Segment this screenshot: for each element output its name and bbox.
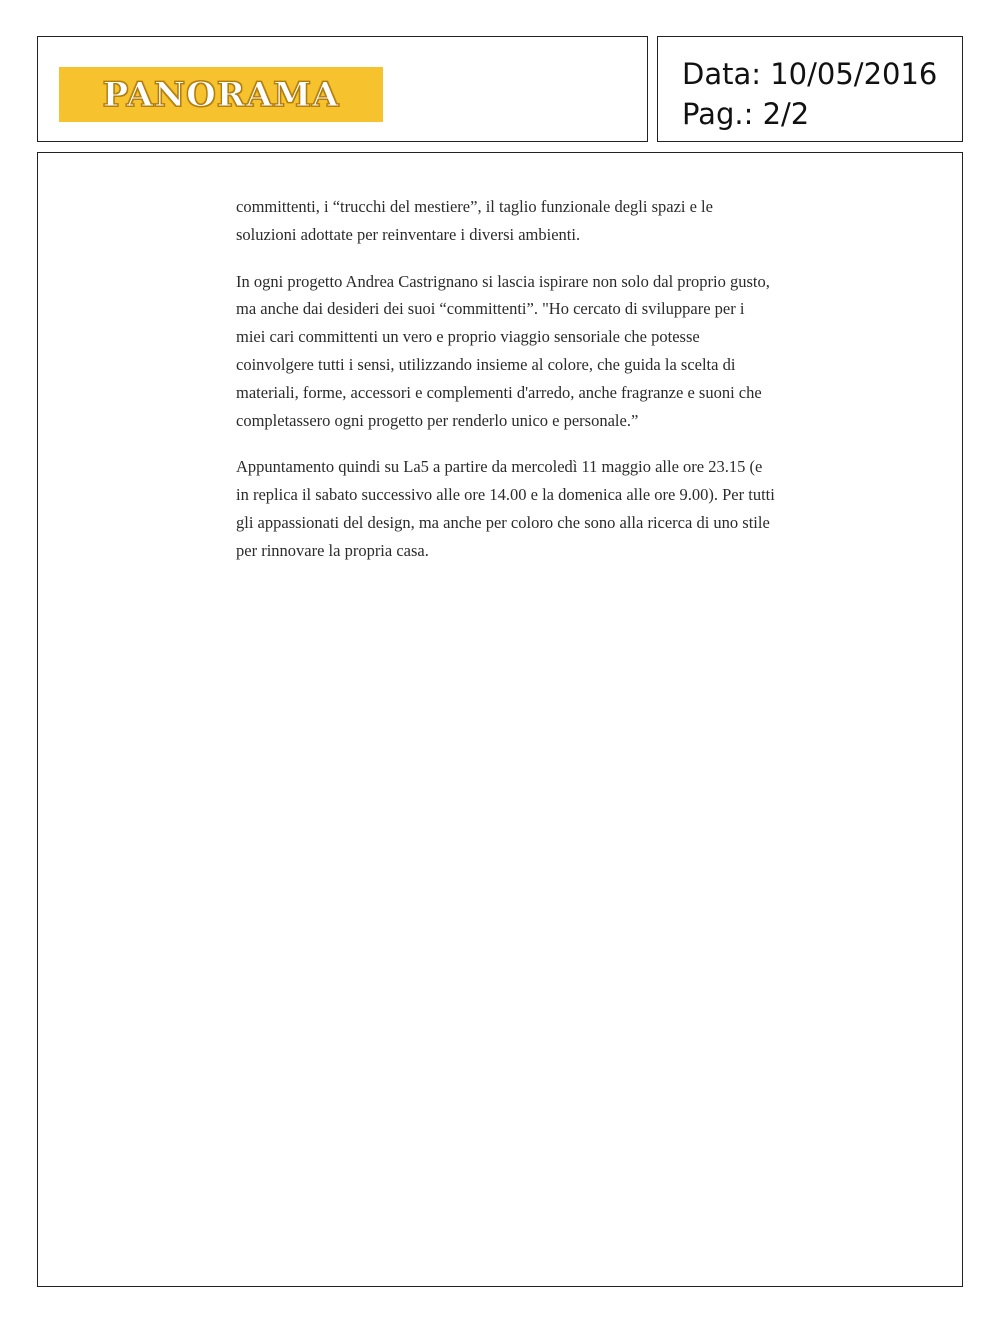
- logo-text: PANORAMA: [102, 74, 340, 115]
- date-info-box: [657, 36, 963, 142]
- masthead-box: [37, 36, 648, 142]
- article-paragraph: In ogni progetto Andrea Castrignano si lascia ispirare non solo dal proprio gusto, ma anche dai desideri dei suoi “committenti”. "Ho cercato di sviluppare per i miei cari committenti un vero e proprio viaggio sensoriale che potesse coinvolgere tutti i sensi, utilizzando insieme al colore, che guida la scelta di materiali, forme, accessori e complementi d'arredo, anche fragranze e suoni che completassero ogni progetto per renderlo unico e personale.”: [236, 271, 770, 430]
- article-paragraph: committenti, i “trucchi del mestiere”, il taglio funzionale degli spazi e le soluzioni adottate per reinventare i diversi ambienti.: [236, 197, 713, 244]
- article-body: [236, 193, 776, 584]
- article-frame: [37, 152, 963, 1287]
- publication-date: Data: 10/05/2016: [682, 57, 938, 91]
- page-number: Pag.: 2/2: [682, 97, 810, 131]
- article-paragraph: Appuntamento quindi su La5 a partire da mercoledì 11 maggio alle ore 23.15 (e in replica il sabato successivo alle ore 14.00 e la domenica alle ore 9.00). Per tutti gli appassionati del design, ma anche per coloro che sono alla ricerca di uno stile per rinnovare la propria casa.: [236, 457, 775, 560]
- panorama-logo: [59, 67, 383, 122]
